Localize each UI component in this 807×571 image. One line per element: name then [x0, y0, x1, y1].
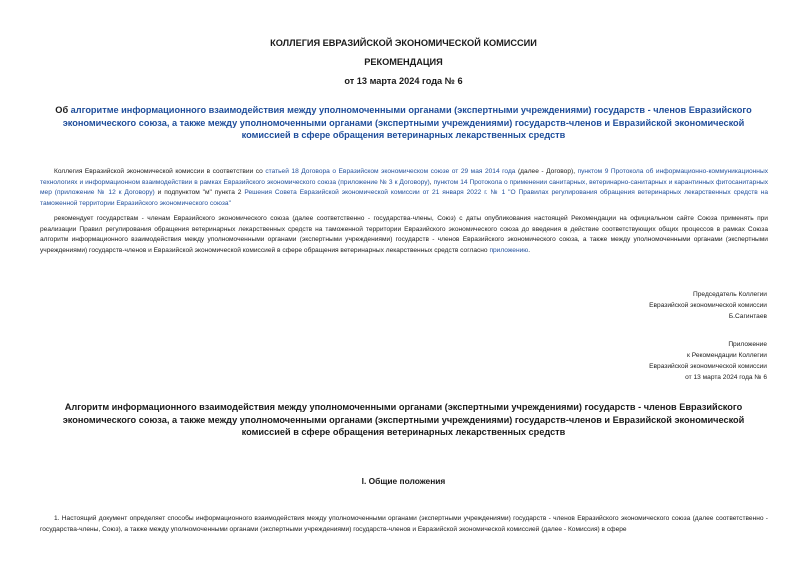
signature-position: Председатель Коллегии: [693, 291, 767, 298]
preamble-text-4: и подпунктом "м" пункта 2: [154, 189, 245, 197]
link-ict-protocol[interactable]: пунктом 9 Протокола об информационно-коммуникационных технологиях и информационном взаимодействии в рамках Евразийского экономического союза (приложение № 3 к Договору): [40, 168, 768, 186]
appendix-label: Приложение: [728, 341, 767, 348]
paragraph-recommends: [40, 214, 768, 256]
link-treaty-article-18[interactable]: статьей 18 Договора о Евразийском экономическом союзе от 29 мая 2014 года: [265, 168, 516, 175]
appendix-reference: к Рекомендации Коллегии: [687, 352, 767, 359]
link-council-decision[interactable]: Решения Совета Евразийской экономической комиссии от 21 января 2022 г. № 1 "О Правилах регулирования обращения ветеринарных лекарственных средств на таможенной территории Евразийского экономического союза": [40, 189, 768, 207]
document-title: [40, 104, 767, 142]
section-heading: I. Общие положения: [361, 476, 446, 486]
appendix-organization: Евразийской экономической комиссии: [649, 363, 767, 370]
appendix-block: [649, 339, 767, 383]
title-prefix: Об: [55, 105, 71, 115]
recommends-end: .: [528, 246, 531, 254]
link-sanitary-protocol[interactable]: пунктом 14 Протокола о применении санитарных, ветеринарно-санитарных и карантинных фитосанитарных мер (приложение № 12 к Договору): [40, 178, 769, 197]
signature-organization: Евразийской экономической комиссии: [649, 302, 767, 309]
appendix-title: Алгоритм информационного взаимодействия между уполномоченными органами (экспертными учреждениями) государств - членов Евразийского экономического союза, а также между уполномоченными органами (экспертными учреждениями) государств-членов и Евразийской экономической комиссией в сфере обращения ветеринарных лекарственных средств: [62, 402, 745, 438]
organization-heading: КОЛЛЕГИЯ ЕВРАЗИЙСКОЙ ЭКОНОМИЧЕСКОЙ КОМИССИИ: [270, 38, 537, 48]
paragraph-general-1: 1. Настоящий документ определяет способы информационного взаимодействия между уполномоченными органами (экспертными учреждениями) государств - членов Евразийского экономического союза (далее соответственно - государства-члены, Союз), а также между уполномоченными органами (экспертными учреждениями) государств-членов и Евразийской экономической комиссией (далее - Комиссия) в сфере: [40, 515, 768, 533]
recommends-text: рекомендует государствам - членам Евразийского экономического союза (далее соответственно - государства-члены, Союз) с даты опубликования настоящей Рекомендации на официальном сайте Союза применять при реализации Правил регулирования обращения ветеринарных лекарственных средств на таможенной территории Евразийского экономического союза до введения в действие соответствующих общих процессов в рамках Союза алгоритм информационного взаимодействия между уполномоченными органами (экспертными учреждениями) государств - членов Евразийского экономического союза, а также между уполномоченными органами (экспертными учреждениями) государств-членов и Евразийской экономической комиссией в сфере обращения ветеринарных лекарственных средств согласно: [40, 215, 768, 254]
signature-name: Б.Сагинтаев: [728, 313, 767, 320]
preamble-text-3: ,: [429, 178, 434, 186]
paragraph-preamble: [40, 167, 768, 209]
preamble-text-1: Коллегия Евразийской экономической комиссии в соответствии со: [54, 168, 266, 175]
signature-block: [649, 289, 767, 322]
appendix-date: от 13 марта 2024 года № 6: [685, 374, 767, 381]
link-appendix[interactable]: приложению: [489, 246, 529, 254]
document-type: РЕКОМЕНДАЦИЯ: [364, 57, 443, 67]
preamble-text-2: (далее - Договор),: [515, 168, 578, 175]
document-date-number: от 13 марта 2024 года № 6: [344, 76, 463, 86]
title-link[interactable]: алгоритме информационного взаимодействия между уполномоченными органами (экспертными учреждениями) государств - членов Евразийского экономического союза, а также между уполномоченными органами (экспертными учреждениями) государств-членов и Евразийской экономической комиссией в сфере обращения ветеринарных лекарственных средств: [62, 105, 752, 141]
